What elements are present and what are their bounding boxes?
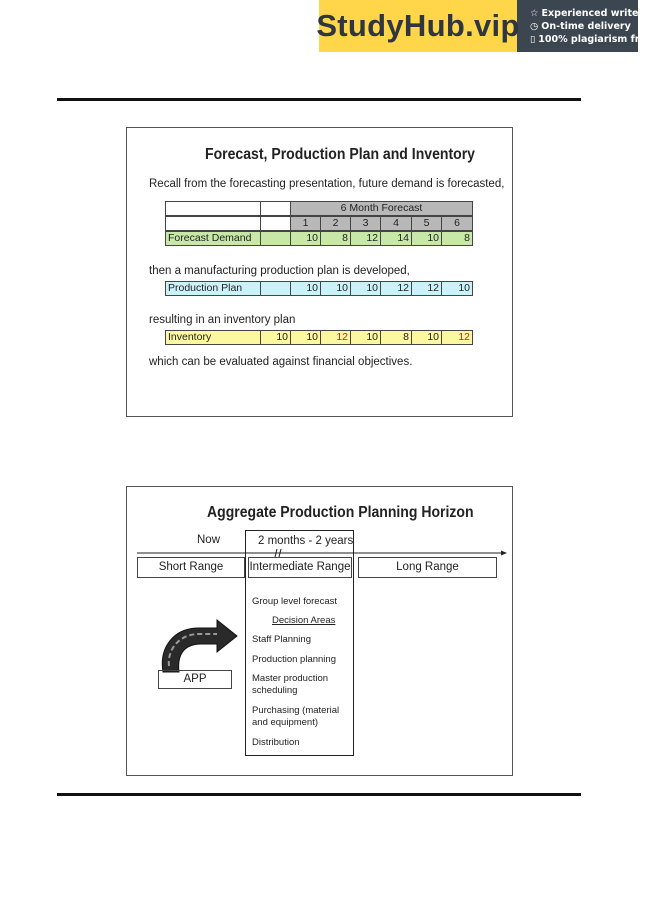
- decision-item: Distribution: [252, 737, 300, 748]
- decision-item: Production planning: [252, 654, 336, 665]
- document-icon: ▯: [530, 34, 536, 45]
- forecast-value: 14: [380, 231, 412, 246]
- slide-forecast: [126, 127, 513, 417]
- forecast-label: Forecast Demand: [165, 231, 261, 246]
- forecast-value: 10: [290, 231, 321, 246]
- plan-value: 10: [441, 281, 473, 296]
- star-icon: ☆: [530, 8, 539, 19]
- bottom-divider: [57, 793, 581, 796]
- plan-value: 12: [411, 281, 442, 296]
- inventory-value: 10: [350, 330, 381, 345]
- plan-value: 10: [320, 281, 351, 296]
- then-text: then a manufacturing production plan is developed,: [149, 265, 410, 277]
- now-label: Now: [197, 534, 221, 546]
- horizon-label: 2 months - 2 years: [258, 535, 354, 547]
- resulting-text: resulting in an inventory plan: [149, 314, 296, 326]
- long-range-box: Long Range: [358, 557, 497, 578]
- month-cell: 4: [380, 216, 412, 231]
- forecast-value: 8: [320, 231, 351, 246]
- banner-line-delivery: [530, 21, 631, 32]
- banner-line-text: Experienced writers: [541, 8, 649, 19]
- decision-item: Master production scheduling: [252, 673, 329, 696]
- group-forecast-text: Group level forecast: [252, 596, 338, 607]
- curved-arrow-icon: [159, 618, 241, 674]
- timeline-arrow: [137, 549, 507, 557]
- studyhub-logo[interactable]: StudyHub.vip: [319, 0, 517, 52]
- month-cell: 5: [411, 216, 442, 231]
- inventory-value: 8: [380, 330, 412, 345]
- decision-item: Purchasing (material and equipment): [252, 705, 340, 728]
- slide-app-horizon: [126, 486, 513, 776]
- plan-value: 10: [290, 281, 321, 296]
- forecast-value: 8: [441, 231, 473, 246]
- inventory-value: 12: [441, 330, 473, 345]
- table-blank: [165, 201, 261, 216]
- table-blank: [165, 216, 261, 231]
- closing-text: which can be evaluated against financial objectives.: [149, 356, 413, 368]
- top-divider: [57, 98, 581, 101]
- month-cell: 2: [320, 216, 351, 231]
- forecast-value: 10: [411, 231, 442, 246]
- decision-item: Staff Planning: [252, 634, 311, 645]
- decision-areas-heading: Decision Areas: [272, 615, 336, 626]
- banner-line-text: On-time delivery: [541, 21, 631, 32]
- table-blank: [260, 231, 291, 246]
- plan-value: 12: [380, 281, 412, 296]
- intermediate-range-box: Intermediate Range: [248, 557, 352, 578]
- forecast-value: 12: [350, 231, 381, 246]
- plan-value: 10: [350, 281, 381, 296]
- inventory-label: Inventory: [165, 330, 261, 345]
- inventory-value: 10: [260, 330, 291, 345]
- app-label-box: APP: [158, 670, 232, 689]
- banner-line-text: 100% plagiarism free: [538, 34, 652, 45]
- slide-title: Forecast, Production Plan and Inventory: [205, 146, 475, 163]
- plan-label: Production Plan: [165, 281, 261, 296]
- slide-title: Aggregate Production Planning Horizon: [207, 504, 474, 521]
- table-blank: [260, 201, 291, 216]
- short-range-box: Short Range: [137, 557, 245, 578]
- table-blank: [260, 216, 291, 231]
- month-cell: 1: [290, 216, 321, 231]
- banner-line-writers: [530, 8, 649, 19]
- month-cell: 3: [350, 216, 381, 231]
- banner-line-plagiarism: [530, 34, 652, 45]
- inventory-value: 10: [290, 330, 321, 345]
- clock-icon: ◷: [530, 21, 539, 32]
- inventory-value: 12: [320, 330, 351, 345]
- inventory-value: 10: [411, 330, 442, 345]
- forecast-header: 6 Month Forecast: [290, 201, 473, 216]
- month-cell: 6: [441, 216, 473, 231]
- intro-text: Recall from the forecasting presentation, future demand is forecasted,: [149, 178, 505, 190]
- table-blank: [260, 281, 291, 296]
